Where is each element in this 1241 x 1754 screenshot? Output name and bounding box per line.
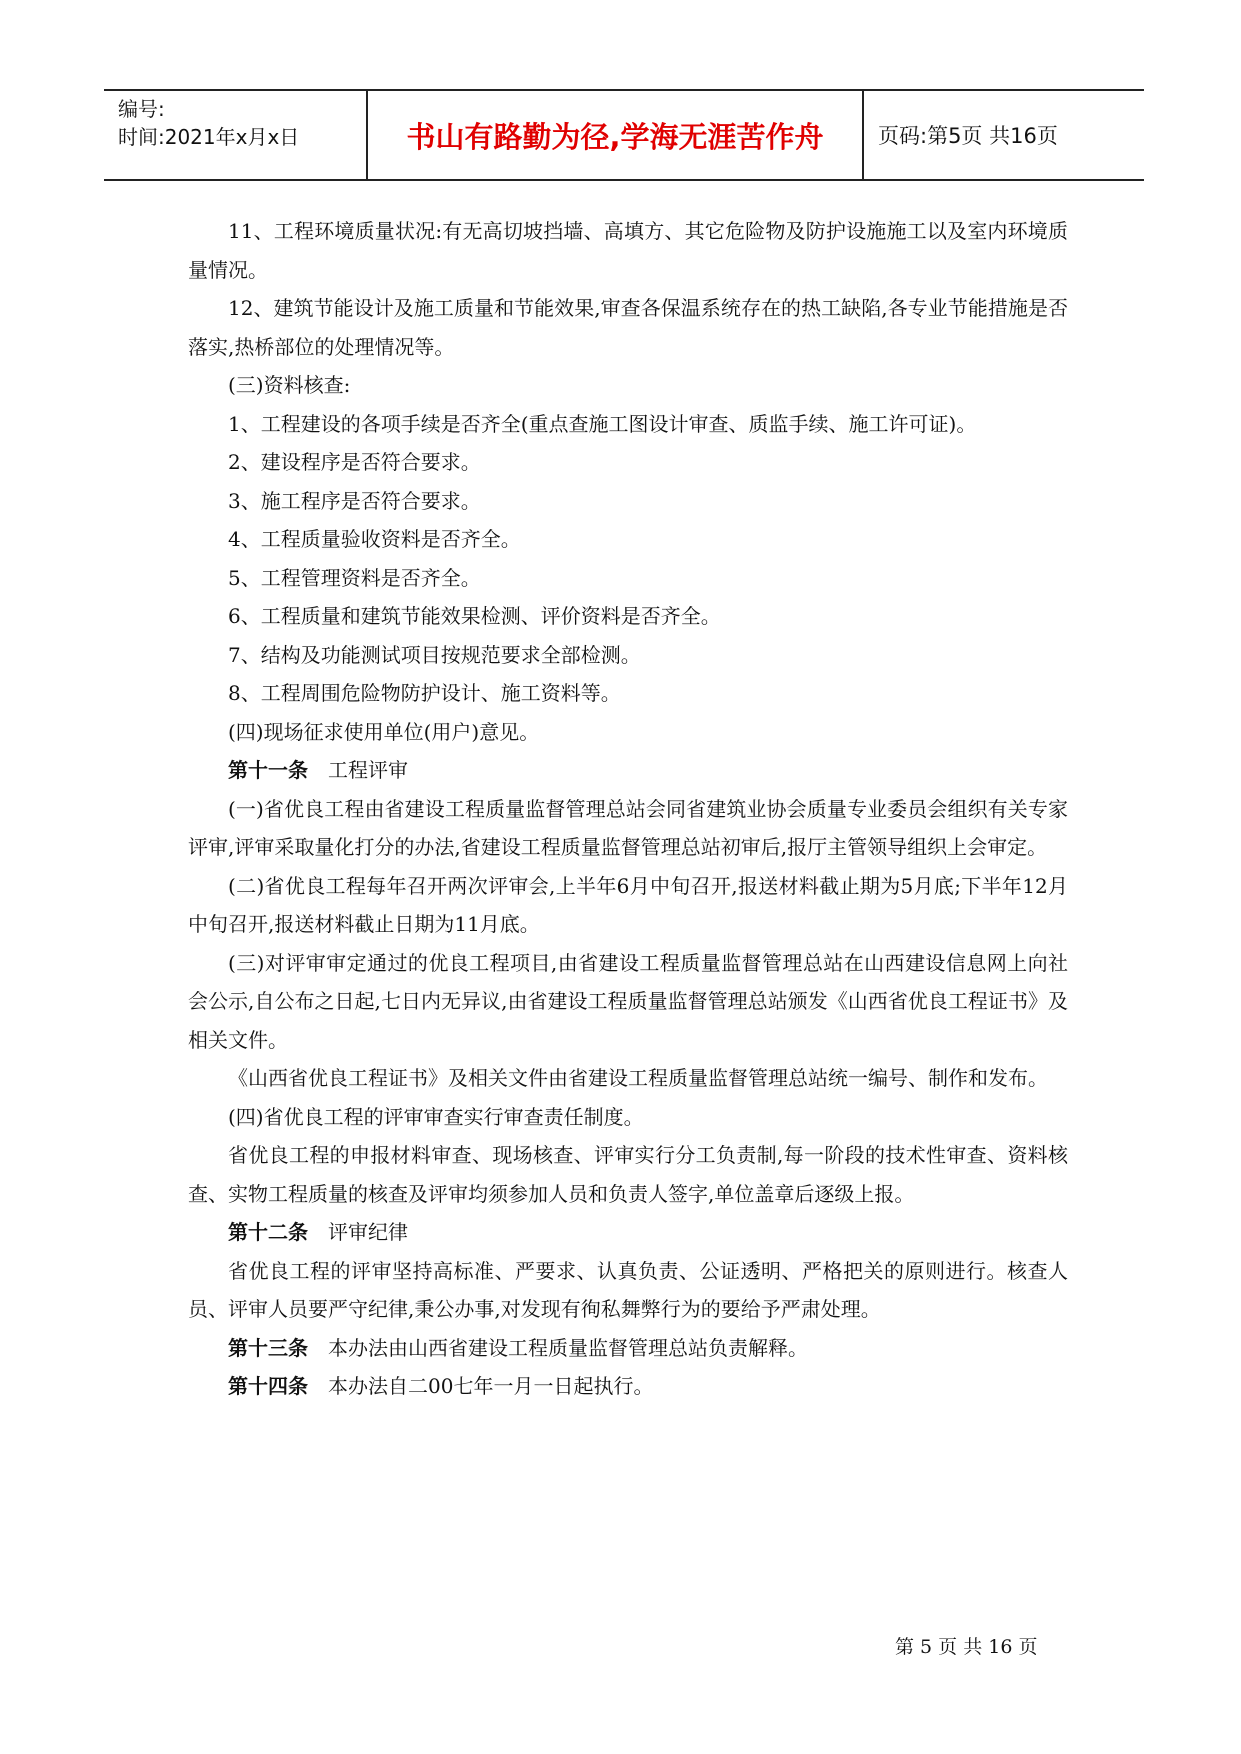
article-number: 第十四条 xyxy=(228,1374,308,1398)
time-label: 时间:2021年x月x日 xyxy=(118,125,300,149)
paragraph: 3、施工程序是否符合要求。 xyxy=(228,488,481,513)
article-text: 本办法由山西省建设工程质量监督管理总站负责解释。 xyxy=(328,1335,808,1360)
article-number: 第十三条 xyxy=(228,1335,308,1360)
paragraph: 省优良工程的评审坚持高标准、严要求、认真负责、公证透明、严格把关的原则进行。核查人员、评审人员要严守纪律,秉公办事,对发现有徇私舞弊行为的要给予严肃处理。 xyxy=(188,1258,1068,1321)
article-heading xyxy=(188,1329,1068,1368)
paragraph: 5、工程管理资料是否齐全。 xyxy=(228,565,481,590)
paragraph: 7、结构及功能测试项目按规范要求全部检测。 xyxy=(228,642,641,667)
paragraph: (三)资料核查: xyxy=(228,373,351,397)
paragraph: 省优良工程的申报材料审查、现场核查、评审实行分工负责制,每一阶段的技术性审查、资料核查、实物工程质量的核查及评审均须参加人员和负责人签字,单位盖章后逐级上报。 xyxy=(188,1143,1068,1206)
paragraph: 11、工程环境质量状况:有无高切坡挡墙、高填方、其它危险物及防护设施施工以及室内环境质量情况。 xyxy=(188,219,1068,282)
paragraph: (三)对评审审定通过的优良工程项目,由省建设工程质量监督管理总站在山西建设信息网上向社会公示,自公布之日起,七日内无异议,由省建设工程质量监督管理总站颁发《山西省优良工程证书》及相关文件。 xyxy=(188,950,1068,1052)
paragraph: (二)省优良工程每年召开两次评审会,上半年6月中旬召开,报送材料截止期为5月底;下半年12月中旬召开,报送材料截止日期为11月底。 xyxy=(188,873,1068,936)
page-header xyxy=(104,89,1144,181)
paragraph: 12、建筑节能设计及施工质量和节能效果,审查各保温系统存在的热工缺陷,各专业节能措施是否落实,热桥部位的处理情况等。 xyxy=(188,296,1068,359)
article-title: 评审纪律 xyxy=(328,1220,408,1244)
document-body xyxy=(188,212,1068,1406)
header-motto: 书山有路勤为径,学海无涯苦作舟 xyxy=(368,91,864,179)
header-page-code: 页码:第5页 共16页 xyxy=(878,124,1058,148)
article-heading xyxy=(188,1367,1068,1406)
paragraph: (一)省优良工程由省建设工程质量监督管理总站会同省建筑业协会质量专业委员会组织有关专家评审,评审采取量化打分的办法,省建设工程质量监督管理总站初审后,报厅主管领导组织上会审定。 xyxy=(188,796,1068,859)
paragraph: 8、工程周围危险物防护设计、施工资料等。 xyxy=(228,681,621,705)
paragraph: 6、工程质量和建筑节能效果检测、评价资料是否齐全。 xyxy=(228,604,721,628)
paragraph: 4、工程质量验收资料是否齐全。 xyxy=(228,527,521,551)
article-heading xyxy=(188,751,1068,790)
article-title: 工程评审 xyxy=(328,758,408,782)
number-label: 编号: xyxy=(118,97,165,121)
paragraph: 《山西省优良工程证书》及相关文件由省建设工程质量监督管理总站统一编号、制作和发布。 xyxy=(228,1066,1048,1090)
paragraph: 1、工程建设的各项手续是否齐全(重点查施工图设计审查、质监手续、施工许可证)。 xyxy=(228,411,977,436)
article-heading xyxy=(188,1213,1068,1252)
paragraph: (四)现场征求使用单位(用户)意见。 xyxy=(228,719,540,744)
paragraph: 2、建设程序是否符合要求。 xyxy=(228,450,481,474)
header-meta xyxy=(104,91,368,179)
article-text: 本办法自二00七年一月一日起执行。 xyxy=(328,1374,654,1398)
article-number: 第十二条 xyxy=(228,1220,308,1244)
paragraph: (四)省优良工程的评审审查实行审查责任制度。 xyxy=(228,1104,644,1129)
article-number: 第十一条 xyxy=(228,758,308,782)
page-footer: 第 5 页 共 16 页 xyxy=(895,1636,1038,1658)
